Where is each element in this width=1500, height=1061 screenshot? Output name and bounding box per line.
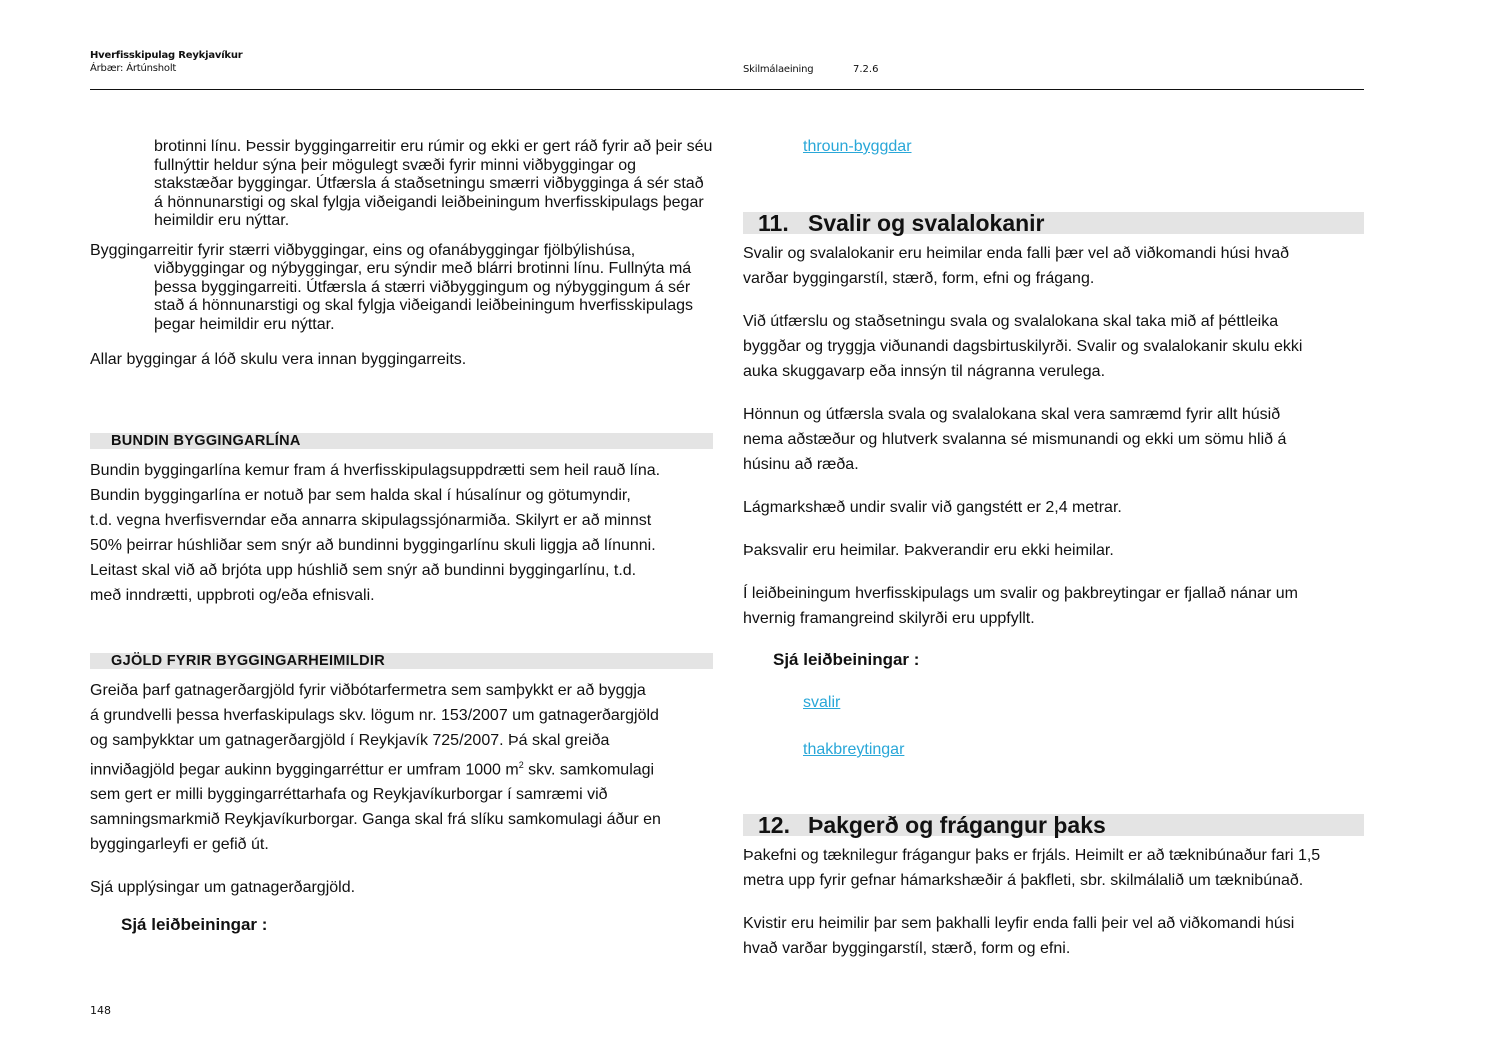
section-title: Svalir og svalalokanir: [808, 210, 1045, 236]
link-throun-byggdar[interactable]: throun-byggdar: [803, 138, 912, 155]
link-svalir[interactable]: svalir: [803, 694, 841, 711]
text-line: Þakefni og tæknilegur frágangur þaks er frjáls. Heimilt er að tæknibúnaður fari 1,5: [743, 847, 1321, 864]
text-line: Bundin byggingarlína er notuð þar sem halda skal í húsalínur og götumyndir,: [90, 487, 631, 504]
section-title: Þakgerð og frágangur þaks: [808, 812, 1106, 838]
paragraph: [743, 495, 1363, 520]
text-line: húsinu að ræða.: [743, 456, 859, 473]
text-line: hvernig framangreind skilyrði eru uppfyllt.: [743, 610, 1035, 627]
text-line: byggðar og tryggja viðunandi dagsbirtuskilyrði. Svalir og svalalokanir skulu ekki: [743, 338, 1303, 355]
text-line: Í leiðbeiningum hverfisskipulags um svalir og þakbreytingar er fjallað nánar um: [743, 585, 1298, 602]
section-heading-gjold: GJÖLD FYRIR BYGGINGARHEIMILDIR: [90, 653, 713, 669]
text-line: 50% þeirrar húshliðar sem snýr að bundinni byggingarlínu skuli liggja að línunni.: [90, 537, 656, 554]
paragraph: [743, 241, 1363, 291]
text-line: með inndrætti, uppbroti og/eða efnisvali.: [90, 587, 375, 604]
text-line: Þaksvalir eru heimilar. Þakverandir eru ekki heimilar.: [743, 542, 1114, 559]
text-line: Lágmarkshæð undir svalir við gangstétt er 2,4 metrar.: [743, 499, 1122, 516]
document-title: Hverfisskipulag Reykjavíkur: [90, 50, 243, 61]
text-line: Leitast skal við að brjóta upp húshlið sem snýr að bundinni byggingarlínu, t.d.: [90, 562, 637, 579]
left-column: [90, 138, 720, 370]
text-line: og samþykktar um gatnagerðargjöld í Reykjavík 725/2007. Þá skal greiða: [90, 732, 610, 749]
continued-paragraph: brotinni línu. Þessir byggingarreitir eru rúmir og ekki er gert ráð fyrir að þeir séu fullnýttir heldur sýna þeir mögulegt svæði fyrir minni viðbyggingar og stakstæðar byggingar. Útfærsla á staðsetningu smærri viðbygginga á sér stað á hönnunarstigi og skal fylgja viðeigandi leiðbeiningum hverfisskipulags þegar heimildir eru nýttar.: [154, 138, 713, 229]
paragraph: [743, 309, 1363, 384]
text-line: Við útfærslu og staðsetningu svala og svalalokana skal taka mið af þéttleika: [743, 313, 1279, 330]
see-guidelines-label: Sjá leiðbeiningar :: [773, 650, 920, 669]
text-line: t.d. vegna hverfisverndar eða annarra skipulagssjónarmiða. Skilyrt er að minnst: [90, 512, 652, 529]
text-line: samningsmarkmið Reykjavíkurborgar. Ganga skal frá slíku samkomulagi áður en: [90, 811, 661, 829]
section-number: 11.: [758, 210, 789, 236]
superscript: 2: [518, 760, 524, 770]
text-fragment: innviðagjöld þegar aukinn byggingarréttur er umfram 1000 m: [90, 761, 519, 779]
link-thakbreytingar[interactable]: thakbreytingar: [803, 741, 905, 758]
text-line: Bundin byggingarlína kemur fram á hverfisskipulagsuppdrætti sem heil rauð lína.: [90, 462, 661, 479]
paragraph: [743, 538, 1363, 563]
text-line: sem gert er milli byggingarréttarhafa og Reykjavíkurborgar í samræmi við: [90, 786, 608, 804]
text-line: varðar byggingarstíl, stærð, form, efni og frágang.: [743, 270, 1095, 287]
paragraph: [743, 581, 1363, 631]
text-line: Svalir og svalalokanir eru heimilar enda falli þær vel að viðkomandi húsi hvað: [743, 245, 1290, 262]
text-line: metra upp fyrir gefnar hámarkshæðir á þakfleti, sbr. skilmálalið um tæknibúnað.: [743, 872, 1304, 889]
text-line: nema aðstæður og hlutverk svalanna sé mismunandi og ekki um sömu hlið á: [743, 431, 1287, 448]
page-number: 148: [90, 1004, 111, 1017]
section-11-body: [743, 241, 1363, 631]
section-number: 12.: [758, 812, 790, 838]
section-heading-12: [743, 814, 1364, 836]
text-line: auka skuggavarp eða innsýn til nágranna verulega.: [743, 363, 1106, 380]
header-divider: [90, 89, 1364, 90]
section-heading-11: [743, 212, 1364, 234]
text-line: hvað varðar byggingarstíl, stærð, form og efni.: [743, 940, 1071, 957]
text-fragment: skv. samkomulagi: [523, 761, 655, 779]
text-line: [90, 753, 720, 782]
section-12-body: [743, 843, 1363, 961]
see-guidelines-label: Sjá leiðbeiningar :: [121, 915, 268, 934]
all-buildings-paragraph: Allar byggingar á lóð skulu vera innan byggingarreits.: [90, 351, 467, 368]
gjold-paragraph: [90, 678, 720, 900]
paragraph: [743, 843, 1363, 893]
section-number: 7.2.6: [853, 64, 879, 75]
paragraph: [743, 911, 1363, 961]
text-line: á grundvelli þessa hverfaskipulags skv. lögum nr. 153/2007 um gatnagerðargjöld: [90, 707, 659, 724]
text-line: Hönnun og útfærsla svala og svalalokana skal vera samræmd fyrir allt húsið: [743, 406, 1281, 423]
section-label: Skilmálaeining: [743, 64, 814, 75]
text-line: Greiða þarf gatnagerðargjöld fyrir viðbótarfermetra sem samþykkt er að byggja: [90, 682, 646, 699]
section-heading-bundin: BUNDIN BYGGINGARLÍNA: [90, 433, 713, 449]
bundin-paragraph: [90, 458, 720, 608]
paragraph: [743, 402, 1363, 477]
larger-extensions-paragraph: Byggingarreitir fyrir stærri viðbyggingar, eins og ofanábyggingar fjölbýlishúsa, viðbyggingar og nýbyggingar, eru sýndir með blárri brotinni línu. Fullnýta má þessa byggingarreiti. Útfærsla á stærri viðbyggingum og nýbyggingum á sér stað á hönnunarstigi og skal fylgja viðeigandi leiðbeiningum hverfisskipulags þegar heimildir eru nýttar.: [90, 241, 693, 333]
document-subtitle: Árbær: Ártúnsholt: [90, 63, 177, 74]
info-line: Sjá upplýsingar um gatnagerðargjöld.: [90, 879, 356, 897]
text-line: byggingarleyfi er gefið út.: [90, 836, 269, 854]
text-line: Kvistir eru heimilir þar sem þakhalli leyfir enda falli þeir vel að viðkomandi húsi: [743, 915, 1295, 932]
